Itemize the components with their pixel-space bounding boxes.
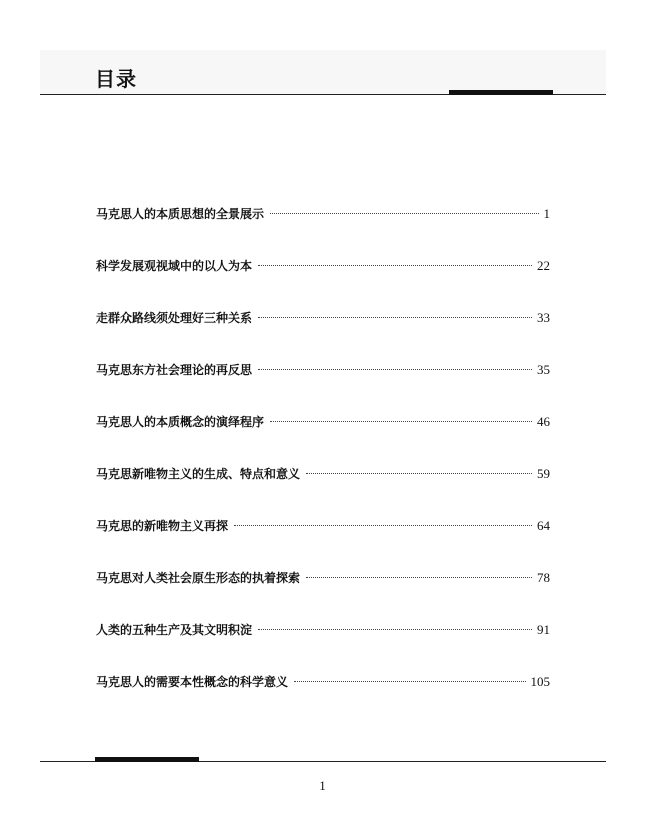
toc-entry[interactable] [96, 360, 550, 412]
toc-dot-leader [258, 368, 532, 370]
toc-entry[interactable] [96, 412, 550, 464]
toc-entry-page: 46 [537, 414, 550, 429]
toc-entry-title: 马克思人的本质概念的演绎程序 [96, 415, 265, 429]
page-number: 1 [319, 778, 326, 793]
footer-accent-bar [95, 757, 199, 762]
toc-entry-title: 科学发展观视域中的以人为本 [96, 259, 253, 273]
toc-entry-title: 马克思的新唯物主义再探 [96, 519, 229, 533]
toc-entry-page: 78 [537, 570, 550, 585]
toc-entry[interactable] [96, 620, 550, 672]
toc-entry[interactable] [96, 308, 550, 360]
toc-entry[interactable] [96, 672, 550, 724]
toc-dot-leader [306, 472, 532, 474]
toc-dot-leader [258, 628, 532, 630]
toc-dot-leader [306, 576, 532, 578]
toc-entry-page: 33 [537, 310, 550, 325]
toc-entry[interactable] [96, 256, 550, 308]
toc-entry-page: 59 [537, 466, 550, 481]
toc-dot-leader [258, 316, 532, 318]
toc-dot-leader [258, 264, 532, 266]
toc-entry[interactable] [96, 204, 550, 256]
toc-entry-page: 35 [537, 362, 550, 377]
toc-entry-page: 105 [530, 674, 550, 689]
toc-entry[interactable] [96, 516, 550, 568]
toc-entry-page: 22 [537, 258, 550, 273]
toc-entry-title: 马克思人的本质思想的全景展示 [96, 207, 265, 221]
toc-entry-title: 走群众路线须处理好三种关系 [96, 311, 253, 325]
toc-dot-leader [270, 212, 538, 214]
toc-entry[interactable] [96, 568, 550, 620]
toc-entry-page: 1 [543, 206, 550, 221]
toc-dot-leader [270, 420, 532, 422]
page-title: 目录 [95, 67, 137, 91]
toc-entry-title: 人类的五种生产及其文明积淀 [96, 623, 253, 637]
toc-entry-page: 91 [537, 622, 550, 637]
toc-entry-title: 马克思新唯物主义的生成、特点和意义 [96, 467, 301, 481]
toc-entry-page: 64 [537, 518, 550, 533]
toc-entry-title: 马克思东方社会理论的再反思 [96, 363, 253, 377]
toc-entry-title: 马克思人的需要本性概念的科学意义 [96, 675, 289, 689]
table-of-contents [96, 204, 550, 724]
toc-dot-leader [234, 524, 532, 526]
header-accent-bar [449, 90, 553, 95]
toc-entry-title: 马克思对人类社会原生形态的执着探索 [96, 571, 301, 585]
toc-entry[interactable] [96, 464, 550, 516]
toc-dot-leader [294, 680, 525, 682]
